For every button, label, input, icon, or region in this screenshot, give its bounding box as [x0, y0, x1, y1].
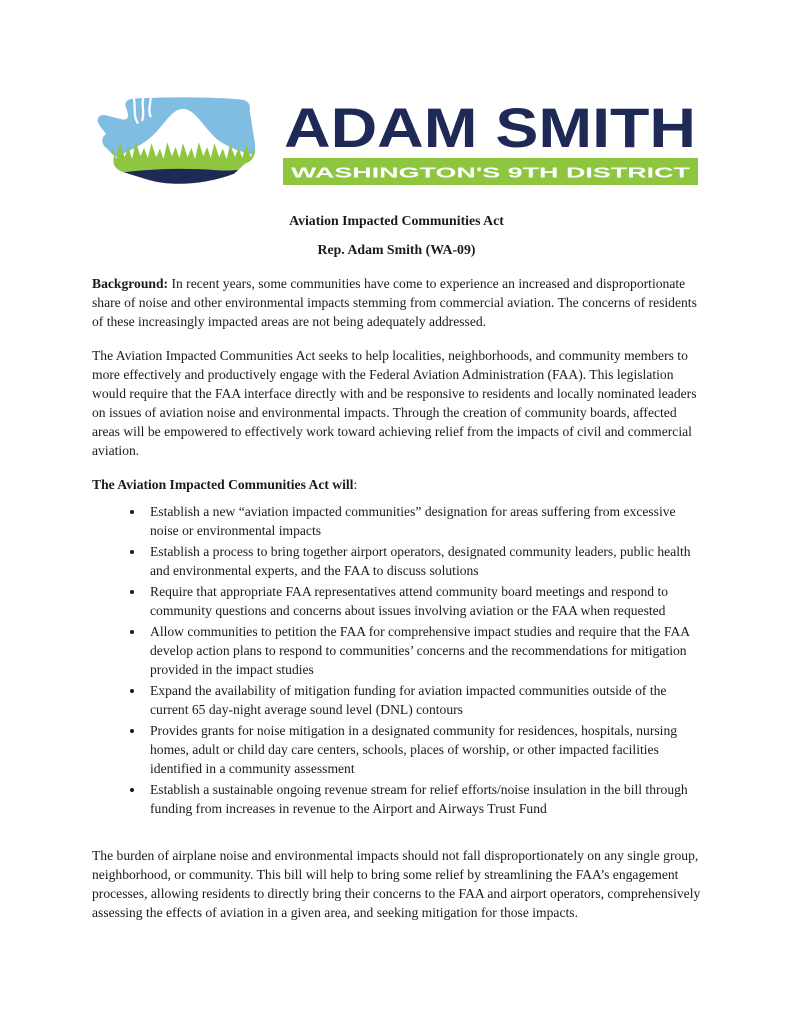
provision-item: • Establish a sustainable ongoing revenue stream for relief efforts/noise insulation in the bill through funding from increases in revenue to the Airport and Airways Trust Fund	[145, 780, 701, 818]
provision-item: • Expand the availability of mitigation funding for aviation impacted communities outside of the current 65 day-night average sound level (DNL) contours	[145, 681, 701, 719]
document-subtitle: Rep. Adam Smith (WA-09)	[317, 242, 476, 257]
provision-item: • Establish a process to bring together airport operators, designated community leaders, public health and environmental experts, and the FAA to discuss solutions	[145, 542, 701, 580]
logo-name-text: ADAM SMITH	[284, 99, 696, 155]
provision-item: • Provides grants for noise mitigation in a designated community for residences, hospitals, nursing homes, adult or child day care centers, schools, places of worship, or other impacted facilities identified in a community assessment	[145, 721, 701, 778]
document-title: Aviation Impacted Communities Act	[289, 213, 504, 228]
provision-item: • Establish a new “aviation impacted communities” designation for areas suffering from excessive noise or environmental impacts	[145, 502, 701, 540]
closing-paragraph: The burden of airplane noise and environmental impacts should not fall disproportionately on any single group, neighborhood, or community. This bill will help to bring some relief by streamlining the FAA’s engagement processes, allowing residents to directly bring their concerns to the FAA and airport operators, comprehensively assessing the effects of aviation in a given area, and seeking mitigation for those impacts.	[92, 848, 701, 920]
background-text: In recent years, some communities have come to experience an increased and disproportionate share of noise and other environmental impacts stemming from commercial aviation. The concerns of residents of these increasingly impacted areas are not being adequately addressed.	[92, 276, 697, 329]
logo-text-block	[283, 100, 698, 185]
overview-paragraph: The Aviation Impacted Communities Act seeks to help localities, neighborhoods, and community members to more effectively and productively engage with the Federal Aviation Administration (FAA). This legislation would require that the FAA interface directly with and be responsive to residents and locally nominated leaders on issues of aviation noise and environmental impacts. Through the creation of community boards, affected areas will be empowered to effectively work toward achieving relief from the impacts of civil and commercial aviation.	[92, 348, 697, 458]
background-paragraph	[92, 274, 701, 331]
letterhead-logo	[95, 91, 695, 193]
document-body	[0, 211, 791, 922]
background-label: Background:	[92, 276, 169, 291]
provision-item: • Allow communities to petition the FAA for comprehensive impact studies and require that the FAA develop action plans to respond to communities’ concerns and the recommendations for mitigation provided in the impact studies	[145, 622, 701, 679]
washington-state-icon	[95, 91, 271, 193]
provisions-heading-colon: :	[353, 477, 358, 492]
provisions-list	[92, 502, 701, 818]
provision-item: • Require that appropriate FAA representatives attend community board meetings and respond to community questions and concerns about issues involving aviation or the FAA when requested	[145, 582, 701, 620]
provisions-heading	[92, 475, 701, 494]
logo-district-banner-text: WASHINGTON'S 9TH DISTRICT	[291, 164, 690, 181]
provisions-heading-bold: The Aviation Impacted Communities Act will	[92, 477, 354, 492]
